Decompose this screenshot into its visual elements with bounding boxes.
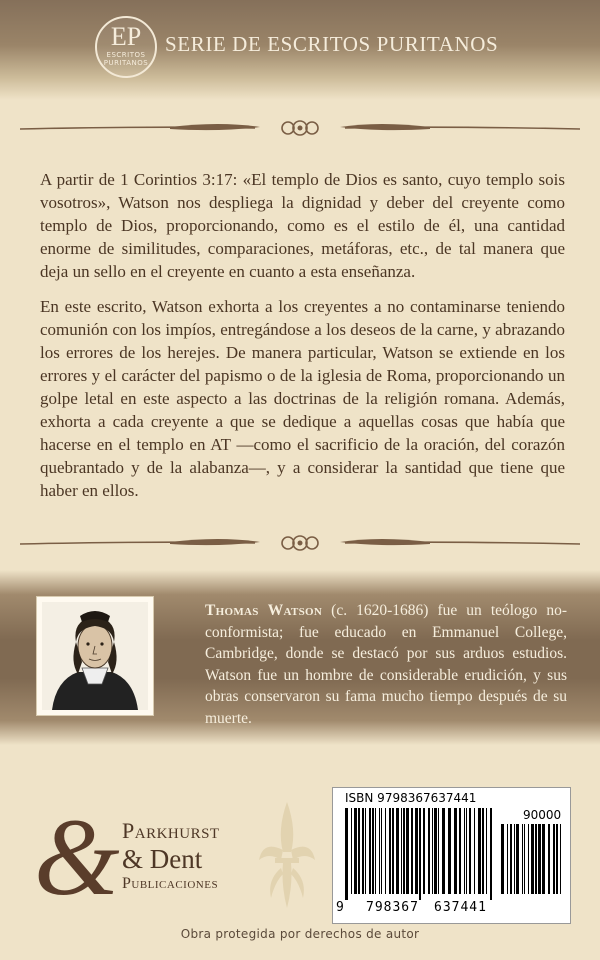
svg-text:&: &: [34, 808, 120, 903]
publisher-line-3: Publicaciones: [122, 875, 219, 892]
logo-letters: EP: [110, 22, 142, 51]
description-paragraph-1: A partir de 1 Corintios 3:17: «El templo de Dios es santo, cuyo templo sois vosotros», Watson nos despliega la dignidad y deber del creyente como templo de Dios, proporcionando, como es el estilo de él, una cantidad enorme de similitudes, comparaciones, metáforas, etc., de tal manera que deja un sello en el creyente en cuanto a esta enseñanza.: [40, 170, 565, 281]
addon-code: 90000: [523, 808, 562, 822]
isbn-label: ISBN 9798367637441: [345, 791, 477, 805]
series-title: SERIE DE ESCRITOS PURITANOS: [165, 32, 499, 56]
publisher-line-2: & Dent: [122, 844, 203, 874]
addon-barcode-bars: [501, 824, 563, 916]
author-bio: [205, 600, 567, 729]
ean-digit-first: 9: [336, 900, 344, 915]
ampersand-logo: [32, 808, 130, 903]
series-logo: [95, 16, 157, 78]
ornament-divider-top: [20, 117, 580, 141]
publisher-name: [122, 818, 220, 894]
description-paragraph-2: En este escrito, Watson exhorta a los creyentes a no contaminarse teniendo comunión con los impíos, entregándose a los deseos de la carne, y abrazando los errores de los herejes. De manera particular, Watson se extiende en los errores y el carácter del papismo o de la iglesia de Roma, proporcionando un golpe letal en este aspecto a las doctrinas de la religión romana. Además, exhorta a cada creyente a que se dedique a aquellas cosas que había que hacerse en el templo en AT —como el sacrificio de la oración, del corazón quebrantado y de la alabanza—, y a considerar la santidad que tiene que haber en ellos.: [40, 297, 565, 500]
ean-barcode-bars: [345, 808, 495, 900]
logo-subtitle: ESCRITOS PURITANOS: [103, 51, 149, 67]
ean-digits-right: 637441: [434, 900, 487, 915]
ean-digits-left: 798367: [366, 900, 419, 915]
header-banner: [0, 0, 600, 100]
author-name: Thomas Watson: [205, 602, 323, 619]
isbn-barcode: [332, 787, 571, 924]
copyright-notice: Obra protegida por derechos de autor: [180, 927, 420, 941]
fleur-de-lis-icon: [255, 800, 319, 910]
author-bio-text: (c. 1620-1686) fue un teólogo no-conformista; fue educado en Emmanuel College, Cambridge, donde se destacó por sus arduos estudios. Watson fue un hombre de considerable erudición, y sus obras conservaron su fama mucho tiempo después de su muerte.: [205, 602, 567, 727]
publisher-line-1: Parkhurst: [122, 818, 220, 843]
author-portrait: [36, 596, 154, 716]
ornament-divider-bottom: [20, 532, 580, 556]
